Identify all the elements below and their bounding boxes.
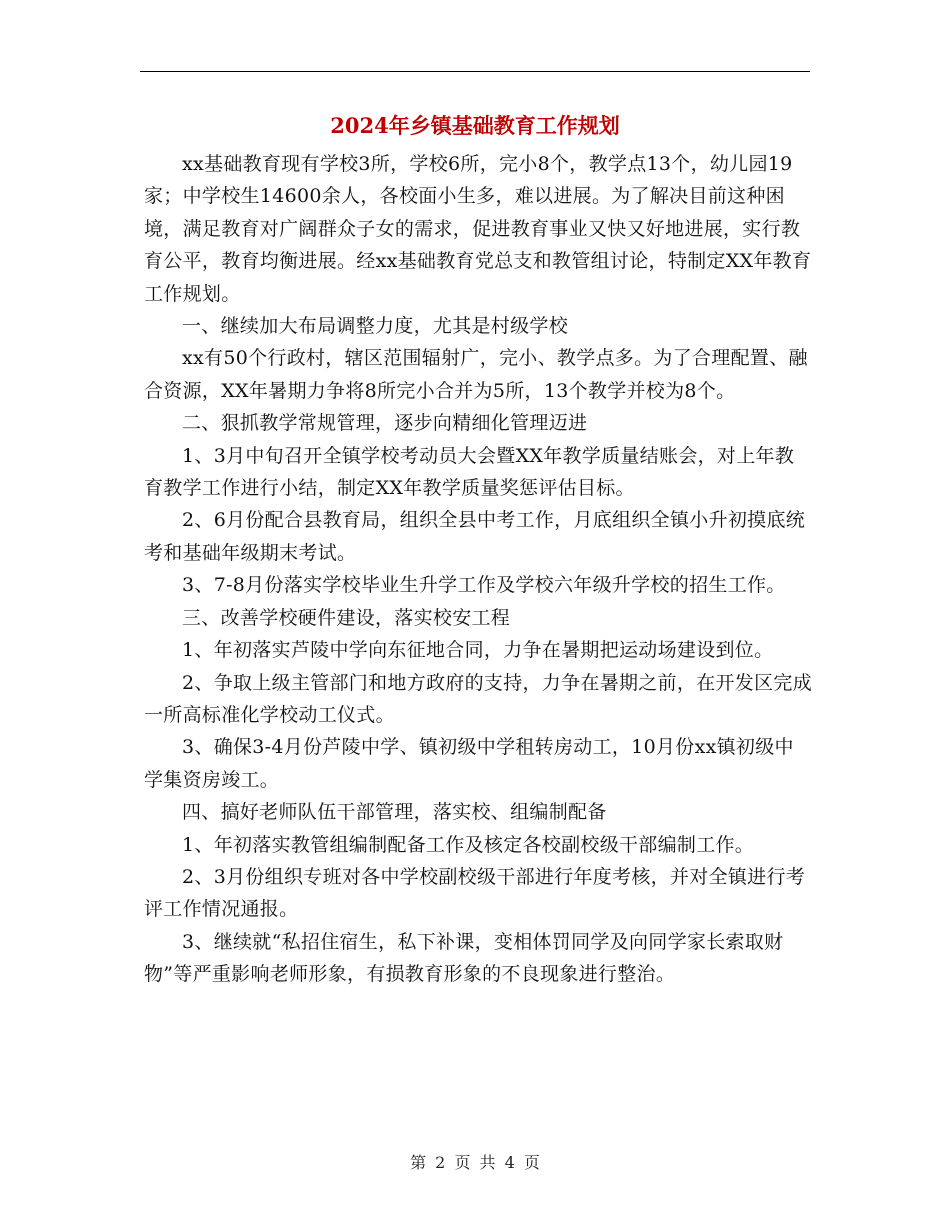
paragraph: 2、争取上级主管部门和地方政府的支持，力争在暑期之前，在开发区完成一所高标准化学校动工仪式。: [144, 671, 812, 726]
paragraph: 1、年初落实芦陵中学向东征地合同，力争在暑期把运动场建设到位。: [182, 639, 774, 662]
document-body: [144, 148, 812, 991]
paragraph-intro: xx基础教育现有学校3所，学校6所，完小8个，教学点13个，幼儿园19家；中学校生14600余人，各校面小生多，难以进展。为了解决目前这种困境，满足教育对广阔群众子女的需求，促进教育事业又快又好地进展，实行教育公平，教育均衡进展。经xx基础教育党总支和教管组讨论，特制定XX年教育工作规划。: [144, 153, 812, 305]
paragraph: 2、6月份配合县教育局，组织全县中考工作，月底组织全镇小升初摸底统考和基础年级期末考试。: [144, 509, 806, 564]
paragraph: xx有50个行政村，辖区范围辐射广，完小、教学点多。为了合理配置、融合资源，XX年暑期力争将8所完小合并为5所，13个教学并校为8个。: [144, 347, 808, 402]
paragraph: 3、7-8月份落实学校毕业生升学工作及学校六年级升学校的招生工作。: [182, 574, 786, 597]
section-heading-3: 三、改善学校硬件建设，落实校安工程: [182, 606, 511, 629]
section-heading-2: 二、狠抓教学常规管理，逐步向精细化管理迈进: [182, 412, 588, 435]
section-heading-1: 一、继续加大布局调整力度，尤其是村级学校: [182, 315, 569, 338]
paragraph: 3、确保3-4月份芦陵中学、镇初级中学租转房动工，10月份xx镇初级中学集资房竣工。: [144, 736, 794, 791]
paragraph: 3、继续就“私招住宿生，私下补课，变相体罚同学及向同学家长索取财物”等严重影响老师形象，有损教育形象的不良现象进行整治。: [144, 930, 784, 986]
paragraph: 1、3月中旬召开全镇学校考动员大会暨XX年教学质量结账会，对上年教育教学工作进行小结，制定XX年教学质量奖惩评估目标。: [144, 444, 795, 500]
paragraph: 1、年初落实教管组编制配备工作及核定各校副校级干部编制工作。: [182, 833, 755, 856]
header-rule: [140, 71, 810, 72]
document-title: 2024年乡镇基础教育工作规划: [330, 113, 620, 138]
page-number-footer: 第 2 页 共 4 页: [410, 1153, 540, 1172]
section-heading-4: 四、搞好老师队伍干部管理，落实校、组编制配备: [182, 801, 607, 824]
paragraph: 2、3月份组织专班对各中学校副校级干部进行年度考核，并对全镇进行考评工作情况通报。: [144, 865, 806, 921]
